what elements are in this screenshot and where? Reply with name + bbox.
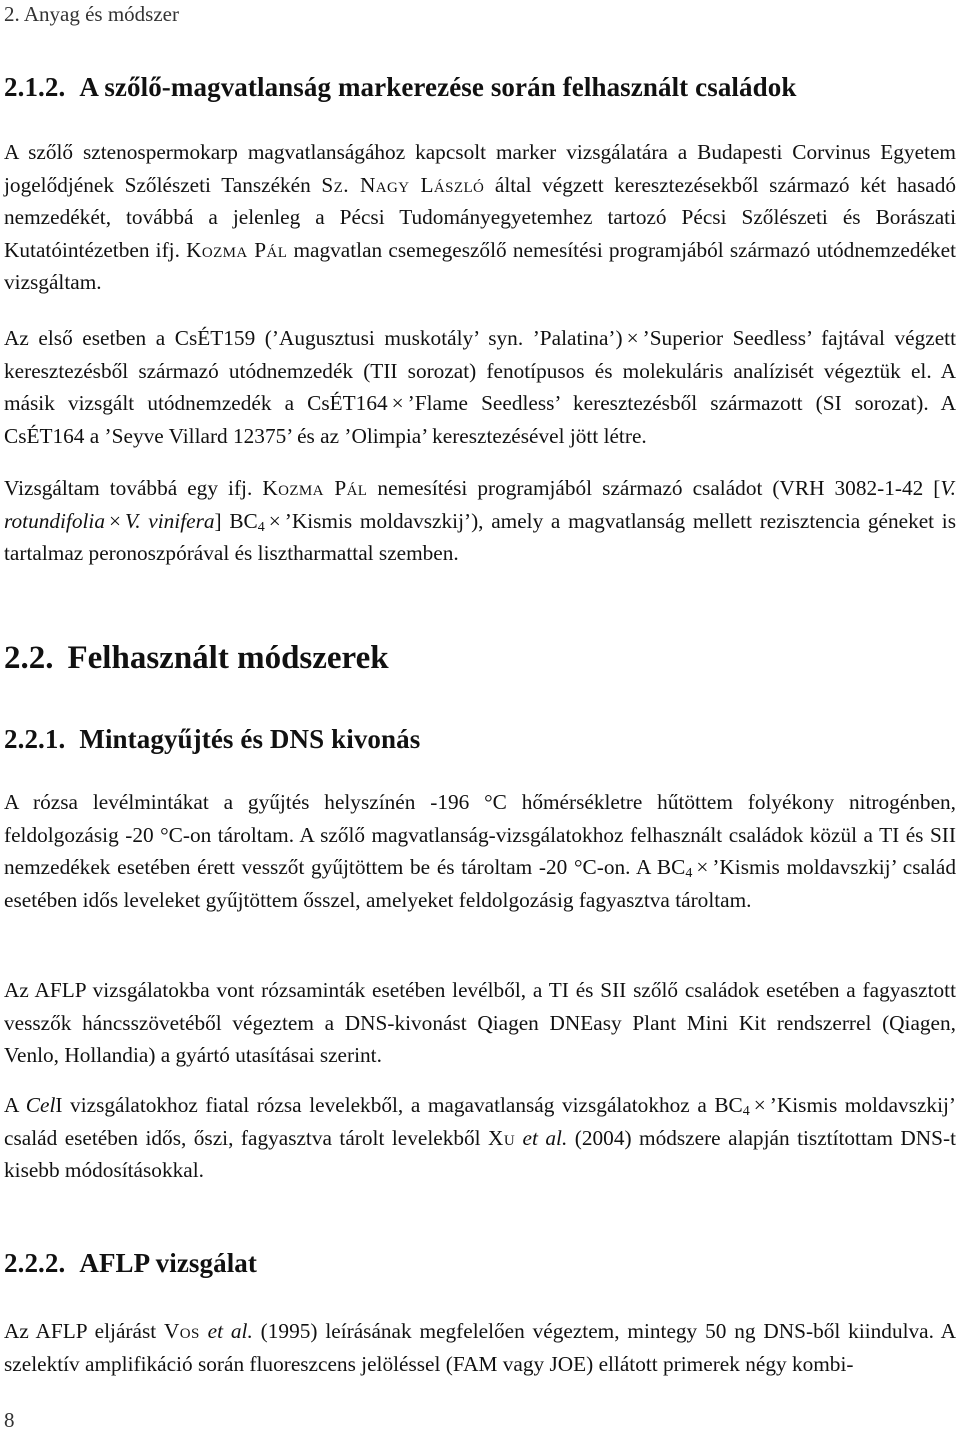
times-symbol: ×	[268, 508, 281, 533]
text-run: ’Kismis moldavszkij’ család esetében idős leveleket gyűjtöttem ősszel, amelyeket feldolgozásig fagyasztva tároltam.	[4, 855, 956, 912]
times-symbol: ×	[108, 508, 121, 533]
author-name: Xu	[488, 1125, 516, 1150]
text-run: I vizsgálatokhoz fiatal rózsa levelekből, a magavatlanság vizsgálatokhoz a BC	[55, 1093, 743, 1117]
text-run: ’Kismis moldavszkij’), amely a magvatlanság mellett rezisztencia géneket is tartalmaz peronoszpórával és lisztharmattal szemben.	[4, 508, 957, 566]
subscript: 4	[685, 866, 693, 882]
document-page	[4, 0, 956, 1431]
text-run: magvatlan csemegeszőlő nemesítési programjából származó utódnemzedéket vizsgáltam.	[4, 237, 957, 295]
author-name: Kozma Pál	[262, 476, 368, 500]
et-al: et al.	[207, 1319, 253, 1343]
paragraph-2-1-2-1	[4, 136, 956, 299]
section-title: Felhasznált módszerek	[67, 640, 389, 676]
text-run: A szőlő sztenospermokarp magvatlanságához kapcsolt marker vizsgálatára a Budapesti Corvinus Egyetem jogelődjének Szőlészeti Tanszékén	[4, 140, 956, 197]
times-symbol: ×	[753, 1093, 766, 1117]
text-run: A rózsa levélmintákat a gyűjtés helyszínén -196 °C hőmérsékletre hűtöttem folyékony nitrogénben, feldolgozásig -20 °C-on tároltam. A szőlő magvatlanság-vizsgálatokhoz felhasznált családok közül a TI és SII nemzedékek esetében érett vesszőt gyűjtöttem be és tároltam -20 °C-on. A BC	[4, 790, 956, 880]
section-heading-2-2	[4, 640, 389, 677]
text-run: (1995) leírásának megfelelően végeztem, mintegy 50 ng DNS-ből kiindulva. A szelektív amplifikáció során fluoreszcens jelöléssel (FAM vagy JOE) ellátott primerek négy kombi-	[4, 1319, 957, 1376]
text-run: Vizsgáltam továbbá egy ifj.	[4, 476, 263, 500]
species-name: V. rotundifolia	[4, 476, 956, 533]
page-number: 8	[4, 1408, 15, 1432]
paragraph-2-2-1-2: Az AFLP vizsgálatokba vont rózsaminták esetében levélből, a TI és SII szőlő családok esetében a fagyasztott vesszők háncsszövetéből végeztem a DNS-kivonást Qiagen DNEasy Plant Mini Kit rendszerrel (Qiagen, Venlo, Hollandia) a gyártó utasításai szerint.	[4, 978, 956, 1068]
paragraph-2-2-1-1	[4, 786, 956, 916]
text-run: A	[4, 1093, 26, 1117]
paragraph-2-2-2-1	[4, 1315, 956, 1380]
section-number: 2.1.2.	[4, 72, 66, 102]
section-heading-2-2-1	[4, 724, 420, 755]
section-heading-2-1-2	[4, 72, 796, 103]
times-symbol: ×	[696, 855, 709, 880]
text-run: Az AFLP eljárást	[4, 1319, 165, 1343]
section-number: 2.2.	[4, 640, 54, 676]
paragraph-2-2-1-3	[4, 1089, 956, 1187]
text-run: ] BC	[214, 508, 258, 533]
running-header: 2. Anyag és módszer	[4, 2, 179, 26]
author-name: Vos	[164, 1319, 200, 1343]
section-title: Mintagyűjtés és DNS kivonás	[79, 724, 421, 754]
text-run: (2004) módszere alapján tisztítottam DNS-t kisebb módosításokkal.	[4, 1125, 956, 1183]
times-symbol: ×	[391, 391, 404, 416]
author-name: Sz. Nagy László	[321, 172, 485, 197]
paragraph-2-1-2-2	[4, 322, 956, 452]
section-title: AFLP vizsgálat	[79, 1248, 257, 1278]
section-number: 2.2.1.	[4, 724, 66, 754]
text-run: által végzett keresztezésekből származó két hasadó nemzedékét, továbbá a jelenleg a Pécsi Tudományegyetemhez tartozó Pécsi Szőlészeti és Borászati Kutatóintézetben ifj.	[4, 172, 956, 262]
et-al: et al.	[522, 1125, 568, 1150]
text-run: ’Kismis moldavszkij’ család esetében idős, őszi, fagyasztva tárolt levelekből	[4, 1093, 957, 1150]
gene-name: Cel	[25, 1093, 56, 1117]
text-run: ’Superior Seedless’ fajtával végzett keresztezésből származó utódnemzedék (TII sorozat) fenotípusos és molekuláris analízisét végeztük el. A másik vizsgált utódnemzedék a CsÉT164	[4, 326, 956, 416]
section-heading-2-2-2	[4, 1248, 257, 1279]
subscript: 4	[257, 519, 265, 535]
species-name: V. vinifera	[125, 508, 215, 533]
subscript: 4	[742, 1104, 750, 1119]
section-title: A szőlő-magvatlanság markerezése során felhasznált családok	[79, 72, 797, 102]
paragraph-2-1-2-3	[4, 472, 956, 570]
text-run: Az első esetben a CsÉT159 (’Augusztusi muskotály’ syn. ’Palatina’)	[4, 326, 623, 350]
section-number: 2.2.2.	[4, 1248, 66, 1278]
text-run: ’Flame Seedless’ keresztezésből származott (SI sorozat). A CsÉT164 a ’Seyve Villard 12375’ és az ’Olimpia’ keresztezésével jött létre.	[4, 391, 956, 448]
author-name: Kozma Pál	[186, 237, 288, 262]
times-symbol: ×	[626, 326, 639, 350]
text-run: nemesítési programjából származó családot (VRH 3082-1-42 [	[367, 476, 941, 500]
